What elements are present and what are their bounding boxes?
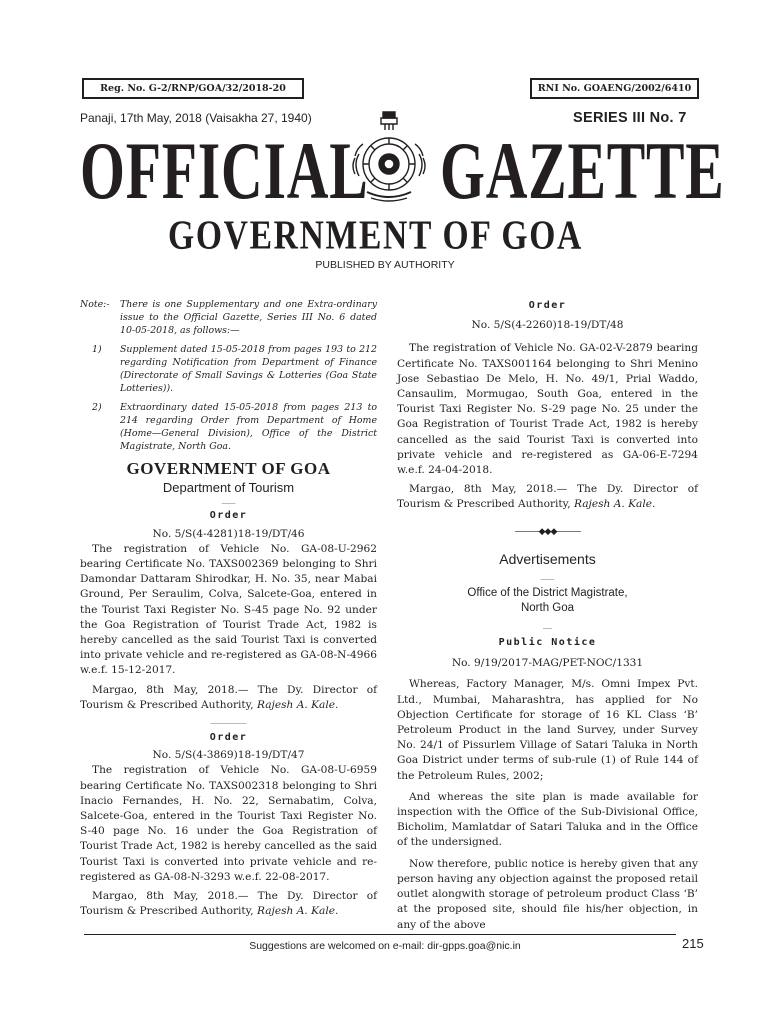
note-item-number: 2)	[92, 402, 102, 413]
signature-text: Margao, 8th May, 2018.— The Dy. Director of Tourism & Prescribed Authority,	[397, 483, 698, 511]
masthead-gazette: GAZETTE	[440, 125, 725, 217]
issue-date: Panaji, 17th May, 2018 (Vaisakha 27, 1940)	[80, 111, 312, 125]
state-emblem-icon	[345, 108, 433, 206]
separator: ___	[540, 570, 555, 581]
note-item-number: 1)	[92, 344, 102, 355]
note-text: There is one Supplementary and one Extra-ordinary issue to the Official Gazette, Series III No. 6 dated 10-05-2018, as follows:—	[120, 299, 377, 336]
page-number: 215	[682, 936, 704, 951]
public-notice-paragraph: Now therefore, public notice is hereby given that any person having any objection against the proposed retail outlet alongwith storage of petroleum product Class ‘B’ at the proposed site, should file his/her objection, in any of the above	[397, 857, 698, 931]
separator: __	[543, 619, 552, 630]
department-government-heading: GOVERNMENT OF GOA	[126, 459, 331, 478]
order-body: The registration of Vehicle No. GA-02-V-2879 bearing Certificate No. TAXS001164 belonging to Shri Menino Jose Sebastiao De Melo, H. No. 49/1, Prial Waddo, Cansaulim, Mormugao, South Goa, entered in the Tourist Taxi Register No. S-29 page No. 25 under the Goa Registration of Tourist Trade Act, 1982 is hereby cancelled as the said Tourist Taxi is converted into private vehicle and re-registered as GA-06-E-7294 w.e.f. 24-04-2018.	[397, 342, 698, 477]
rni-number: RNI No. GOAENG/2002/6410	[537, 83, 692, 94]
order-number: No. 5/S(4-4281)18-19/DT/46	[152, 527, 305, 540]
published-by-authority: PUBLISHED BY AUTHORITY	[315, 259, 455, 271]
advertisements-heading: Advertisements	[499, 550, 596, 567]
government-heading: GOVERNMENT OF GOA	[168, 211, 583, 258]
order-body: The registration of Vehicle No. GA-08-U-6959 bearing Certificate No. TAXS002318 belonging to Shri Inacio Fernandes, H. No. 22, Sernabatim, Colva, Salcete-Goa, entered in the Tourist Taxi Register No. S-40 page No. 16 under the Goa Registration of Tourist Trade Act, 1982 is hereby cancelled as the said Tourist Taxi is converted into private vehicle and re-registered as GA-08-N-3293 w.e.f. 22-08-2017.	[80, 764, 377, 883]
note-item	[80, 401, 377, 453]
public-notice-number: No. 9/19/2017-MAG/PET-NOC/1331	[451, 657, 644, 670]
note-label: Note:-	[80, 299, 110, 310]
order-body: The registration of Vehicle No. GA-08-U-2962 bearing Certificate No. TAXS002369 belonging to Shri Damondar Dattaram Shirodkar, H. No. 35, near Mabai Ground, Per Seraulim, Colva, Salcete-Goa, entered in the Tourist Taxi Register No. S-45 page No. 92 under the Goa Registration of Tourist Trade Act, 1982 is hereby cancelled as the said Tourist Taxi is converted into private vehicle and re-registered as GA-08-N-4966 w.e.f. 15-12-2017.	[80, 542, 377, 677]
separator: ___	[221, 494, 236, 505]
series-number: SERIES III No. 7	[573, 110, 687, 126]
masthead-official: OFFICIAL	[80, 125, 369, 217]
public-notice-title: Public Notice	[498, 637, 597, 649]
order-number: No. 5/S(4-2260)18-19/DT/48	[471, 319, 624, 332]
office-name: Office of the District Magistrate,	[467, 587, 628, 600]
note-item	[80, 343, 377, 395]
note-item-text: Supplement dated 15-05-2018 from pages 193 to 212 regarding Notification from Department of Finance (Directorate of Small Savings & Lotteries (Goa State Lotteries)).	[120, 344, 377, 394]
order-signature	[397, 482, 698, 512]
order-title: Order	[528, 300, 567, 311]
office-location: North Goa	[520, 602, 575, 615]
signatory-name: Rajesh A. Kale.	[257, 905, 339, 918]
order-signature	[80, 889, 377, 919]
footer-rule	[84, 934, 676, 935]
public-notice-paragraph: Whereas, Factory Manager, M/s. Omni Impex Pvt. Ltd., Mumbai, Maharashtra, has applied for No Objection Certificate for storage of 16 KL Class ‘B’ Petroleum Product in the land Survey, under Survey No. 24/1 of Pissurlem Village of Satari Taluka in North Goa District under terms of sub-rule (1) of Rule 144 of the Petroleum Rules, 2002;	[397, 678, 698, 782]
signature-text: Margao, 8th May, 2018.— The Dy. Director of Tourism & Prescribed Authority,	[80, 683, 377, 711]
signatory-name: Rajesh A. Kale.	[257, 698, 339, 711]
public-notice-paragraph: And whereas the site plan is made available for inspection with the Office of the Sub-Divisional Office, Bicholim, Mamlatdar of Satari Taluka and in the Office of the undersigned.	[397, 790, 698, 849]
footer-suggestion: Suggestions are welcomed on e-mail: dir-gpps.goa@nic.in	[249, 940, 521, 952]
section-divider: ———◆◆◆———	[514, 526, 581, 537]
order-signature	[80, 683, 377, 713]
signatory-name: Rajesh A. Kale.	[574, 498, 656, 511]
rni-number-box	[530, 78, 699, 99]
order-title: Order	[209, 732, 248, 744]
right-column	[397, 298, 698, 933]
registration-number: Reg. No. G-2/RNP/GOA/32/2018-20	[100, 83, 286, 94]
separator: ________	[210, 714, 247, 725]
registration-number-box	[82, 78, 304, 99]
department-heading: Department of Tourism	[162, 480, 295, 496]
supplement-note	[80, 298, 377, 453]
order-number: No. 5/S(4-3869)18-19/DT/47	[152, 749, 305, 762]
note-item-text: Extraordinary dated 15-05-2018 from pages 213 to 214 regarding Order from Department of Home (Home—General Division), Office of the District Magistrate, North Goa.	[120, 402, 377, 452]
left-column	[80, 298, 377, 919]
signature-text: Margao, 8th May, 2018.— The Dy. Director of Tourism & Prescribed Authority,	[80, 890, 377, 918]
order-title: Order	[209, 510, 248, 522]
